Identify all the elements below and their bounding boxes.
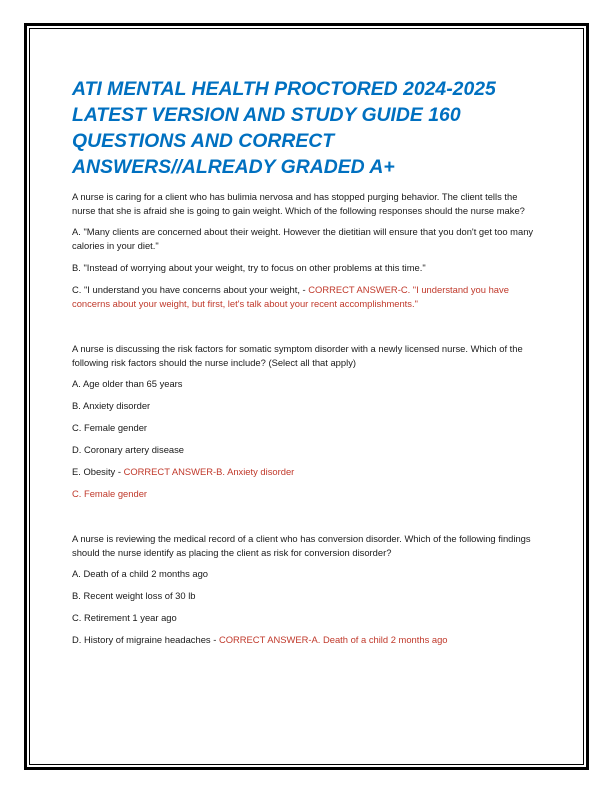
document-title: ATI MENTAL HEALTH PROCTORED 2024-2025 LATEST VERSION AND STUDY GUIDE 160 QUESTIONS AND CORRECT ANSWERS//ALREADY GRADED A+ [72, 78, 496, 178]
option-a: A. "Many clients are concerned about their weight. However the dietitian will ensure that you don't get too many calories in your diet." [72, 226, 534, 251]
correct-answer-continued: C. Female gender [72, 488, 148, 499]
page-content [72, 76, 542, 655]
option-d: D. History of migraine headaches - [72, 634, 219, 645]
question-spacer [72, 509, 542, 532]
question-block [72, 342, 542, 501]
option-a: A. Death of a child 2 months ago [72, 568, 209, 579]
option-d: D. Coronary artery disease [72, 444, 185, 455]
option-e-with-answer [72, 465, 542, 479]
option-b: B. Recent weight loss of 30 lb [72, 590, 196, 601]
correct-answer: CORRECT ANSWER-B. Anxiety disorder [123, 466, 295, 477]
option-c: C. "I understand you have concerns about your weight, - [72, 284, 309, 295]
question-prompt: A nurse is caring for a client who has bulimia nervosa and has stopped purging behavior. The client tells the nurse that she is afraid she is going to gain weight. Which of the following responses should the nurse make? [72, 191, 525, 216]
option-a: A. Age older than 65 years [72, 378, 183, 389]
option-d-with-answer [72, 633, 542, 647]
option-c-with-answer [72, 283, 542, 311]
option-c: C. Female gender [72, 422, 148, 433]
option-b: B. "Instead of worrying about your weight, try to focus on other problems at this time." [72, 262, 426, 273]
option-e: E. Obesity - [72, 466, 124, 477]
question-prompt: A nurse is discussing the risk factors for somatic symptom disorder with a newly licensed nurse. Which of the following risk factors should the nurse include? (Select all that apply) [72, 343, 523, 368]
question-block [72, 532, 542, 647]
option-c: C. Retirement 1 year ago [72, 612, 177, 623]
correct-answer: CORRECT ANSWER-A. Death of a child 2 months ago [218, 634, 448, 645]
correct-answer: CORRECT ANSWER-C. "I understand you have concerns about your weight, but first, let's talk about your recent accomplishments." [72, 284, 509, 309]
question-spacer [72, 319, 542, 342]
question-prompt: A nurse is reviewing the medical record of a client who has conversion disorder. Which of the following findings should the nurse identify as placing the client as risk for conversion disorder? [72, 533, 531, 558]
question-block [72, 190, 542, 311]
option-b: B. Anxiety disorder [72, 400, 151, 411]
